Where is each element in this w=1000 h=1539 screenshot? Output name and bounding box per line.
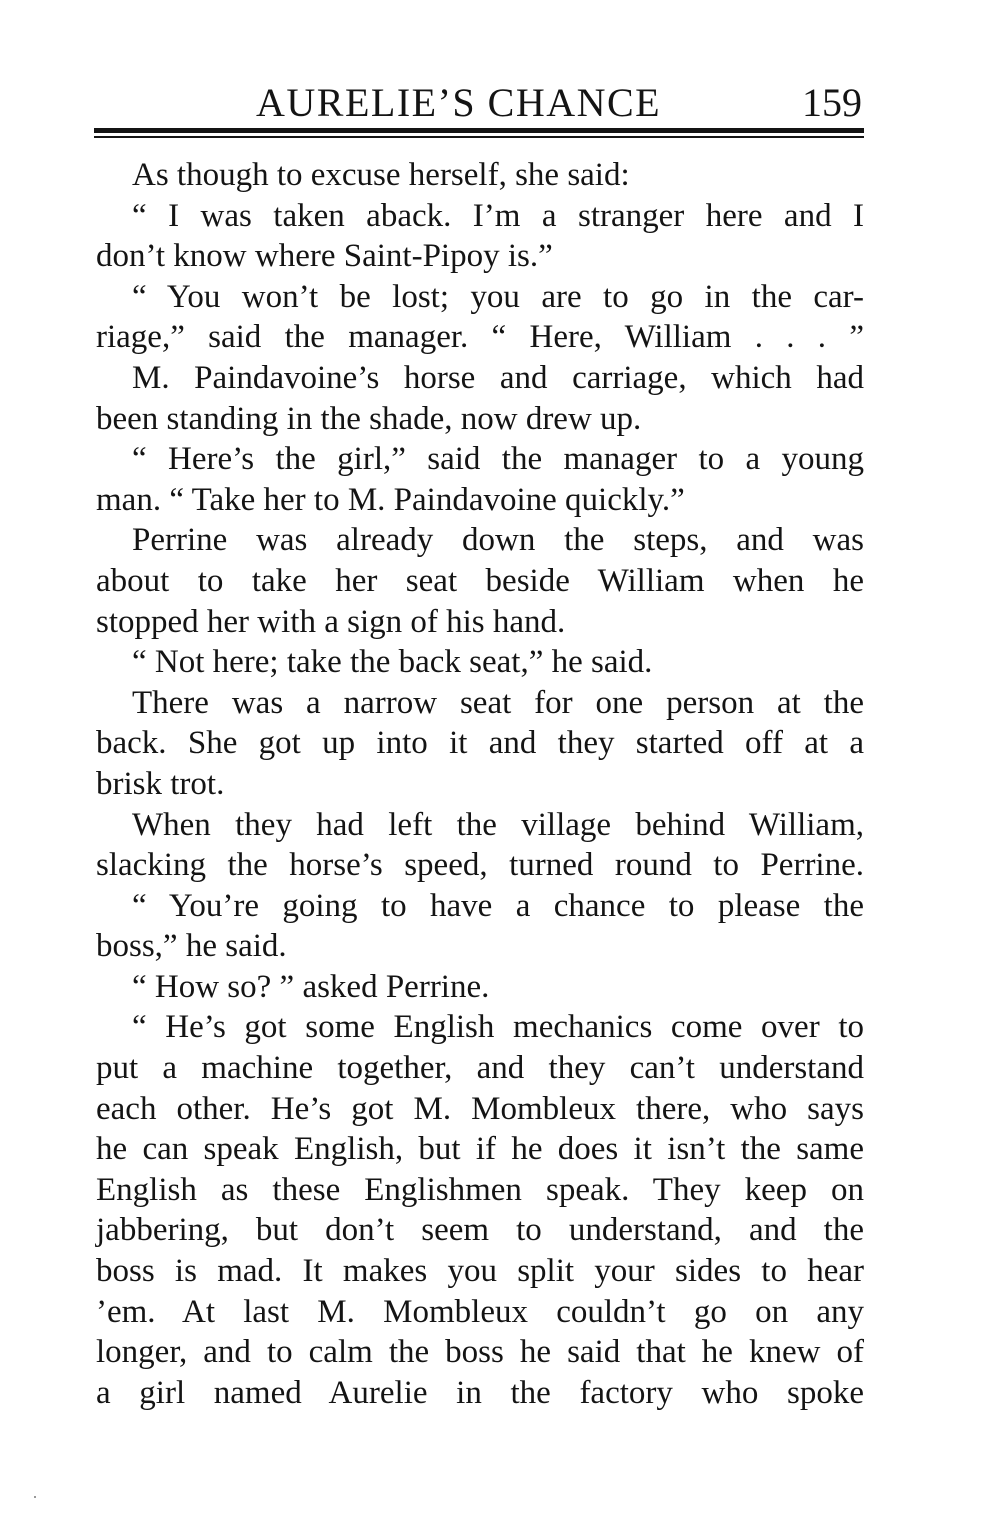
text-line: riage,” said the manager. “ Here, William . . . ”	[96, 319, 864, 356]
text-line: boss,” he said.	[96, 928, 287, 965]
text-line: “ You won’t be lost; you are to go in the car-	[132, 278, 864, 315]
page-number: 159	[802, 80, 862, 125]
text-line: “ How so? ” asked Perrine.	[132, 968, 490, 1005]
text-line: There was a narrow seat for one person at the	[132, 684, 864, 721]
text-line: been standing in the shade, now drew up.	[96, 400, 642, 437]
header-rule-thick	[94, 128, 864, 133]
text-line: don’t know where Saint-Pipoy is.”	[96, 238, 553, 275]
text-line: English as these Englishmen speak. They keep on	[96, 1171, 864, 1208]
text-line: “ He’s got some English mechanics come over to	[132, 1009, 864, 1046]
header-rule-thin	[94, 136, 864, 138]
body-text	[96, 155, 864, 1413]
text-line: a girl named Aurelie in the factory who spoke	[96, 1374, 864, 1411]
scan-speck	[34, 1496, 36, 1498]
text-line: “ I was taken aback. I’m a stranger here and I	[132, 197, 864, 234]
text-line: slacking the horse’s speed, turned round to Perrine.	[96, 847, 864, 884]
text-line: When they had left the village behind William,	[132, 806, 864, 843]
text-line: brisk trot.	[96, 765, 225, 802]
text-line: As though to excuse herself, she said:	[132, 157, 630, 193]
text-line: back. She got up into it and they started off at a	[96, 725, 864, 762]
text-line: “ Not here; take the back seat,” he said.	[132, 644, 653, 681]
text-line: Perrine was already down the steps, and was	[132, 522, 864, 559]
text-line: ’em. At last M. Mombleux couldn’t go on any	[96, 1293, 864, 1330]
text-line: jabbering, but don’t seem to understand, and the	[96, 1212, 864, 1249]
text-line: M. Paindavoine’s horse and carriage, which had	[132, 359, 864, 396]
text-line: put a machine together, and they can’t understand	[96, 1050, 864, 1087]
text-line: boss is mad. It makes you split your sides to hear	[96, 1253, 864, 1290]
running-title: AURELIE’S CHANCE	[256, 80, 662, 125]
text-line: about to take her seat beside William when he	[96, 562, 864, 599]
text-line: “ Here’s the girl,” said the manager to a young	[132, 441, 864, 478]
text-line: longer, and to calm the boss he said that he knew of	[96, 1334, 864, 1371]
text-line: man. “ Take her to M. Paindavoine quickly.”	[96, 481, 685, 518]
text-line: each other. He’s got M. Mombleux there, who says	[96, 1090, 864, 1127]
text-line: he can speak English, but if he does it isn’t the same	[96, 1131, 864, 1168]
page-header	[94, 78, 864, 128]
text-line: stopped her with a sign of his hand.	[96, 603, 566, 640]
text-line: “ You’re going to have a chance to please the	[132, 887, 864, 924]
